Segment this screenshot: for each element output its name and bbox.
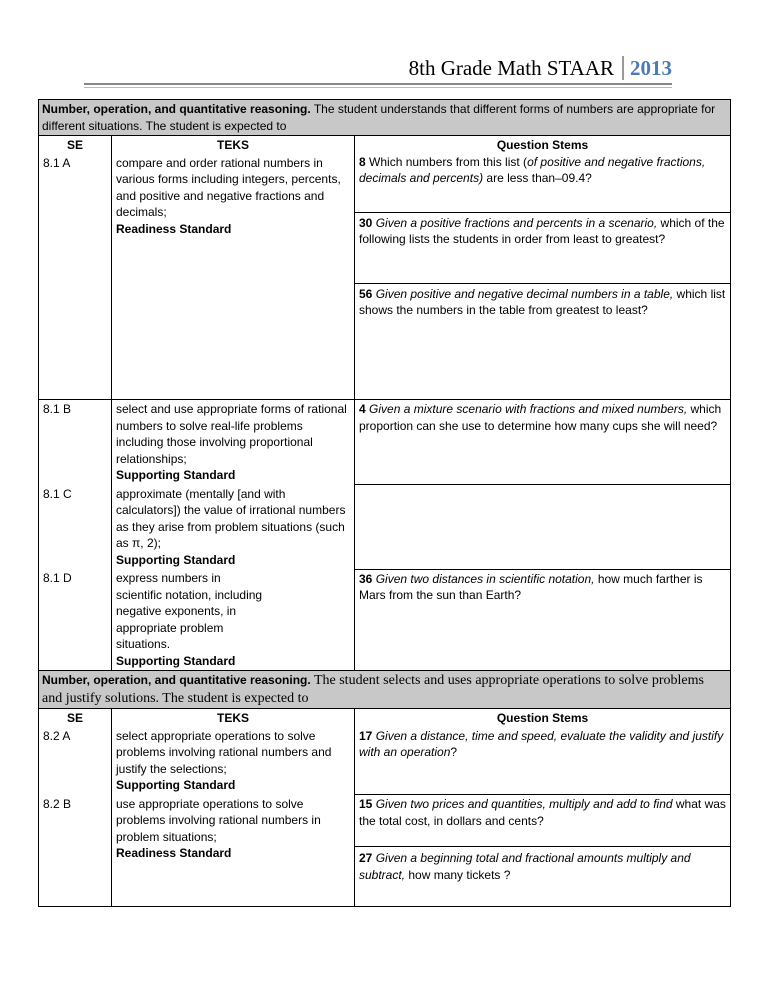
section-1-column-headers <box>39 136 731 154</box>
standard-label: Supporting Standard <box>116 778 236 792</box>
se-code: 8.2 A <box>39 727 112 795</box>
section-1-heading-row <box>39 100 731 136</box>
table-row <box>39 400 731 485</box>
col-header-se: SE <box>39 136 112 154</box>
teks-cell <box>112 400 355 485</box>
col-header-teks: TEKS <box>112 709 355 727</box>
teks-text: express numbers in scientific notation, including negative exponents, in appropriate problem situations. <box>116 571 263 651</box>
se-code: 8.2 B <box>39 795 112 907</box>
standard-label: Supporting Standard <box>116 468 236 482</box>
stems-cell <box>355 400 731 485</box>
stems-cell <box>355 154 731 400</box>
question-stem: 56 Given positive and negative decimal numbers in a table, which list shows the numbers in the table from greatest to least? <box>355 283 730 319</box>
se-code: 8.1 A <box>39 154 112 400</box>
question-stem: 27 Given a beginning total and fractional amounts multiply and subtract, how many tickets ? <box>355 846 730 883</box>
header-divider <box>84 83 672 85</box>
question-stem: 15 Given two prices and quantities, multiply and add to find what was the total cost, in dollars and cents? <box>359 797 726 828</box>
teks-cell <box>112 485 355 570</box>
table-row <box>39 727 731 795</box>
col-header-teks: TEKS <box>112 136 355 154</box>
se-code: 8.1 C <box>39 485 112 570</box>
question-stem: 17 Given a distance, time and speed, evaluate the validity and justify with an operation? <box>359 728 724 759</box>
question-stem: 30 Given a positive fractions and percents in a scenario, which of the following lists the students in order from least to greatest? <box>355 212 730 283</box>
question-stem: 36 Given two distances in scientific notation, how much farther is Mars from the sun than Earth? <box>359 571 703 602</box>
question-stem: 4 Given a mixture scenario with fractions and mixed numbers, which proportion can she use to determine how many cups she will need? <box>359 402 722 433</box>
teks-text: select appropriate operations to solve problems involving rational numbers and justify the selections; <box>116 728 332 776</box>
table-row <box>39 485 731 570</box>
title-year: 2013 <box>622 56 672 80</box>
section-1-heading: Number, operation, and quantitative reasoning. The student understands that different forms of numbers are appropriate for different situations. The student is expected to <box>39 100 731 136</box>
teks-text: select and use appropriate forms of rational numbers to solve real-life problems including those involving proportional relationships; <box>116 402 347 466</box>
stems-cell <box>355 569 731 671</box>
teks-cell <box>112 727 355 795</box>
col-header-stems: Question Stems <box>355 709 731 727</box>
section-2-heading: Number, operation, and quantitative reasoning. The student selects and uses appropriate operations to solve problems and justify solutions. The student is expected to <box>39 671 731 709</box>
page-header <box>0 48 768 88</box>
section-2-column-headers <box>39 709 731 727</box>
standard-label: Supporting Standard <box>116 653 236 668</box>
stems-cell <box>355 727 731 795</box>
table-row <box>39 569 731 671</box>
table-row <box>39 795 731 907</box>
col-header-stems: Question Stems <box>355 136 731 154</box>
standard-label: Supporting Standard <box>116 552 236 567</box>
teks-cell <box>112 795 355 907</box>
stems-cell <box>355 795 731 907</box>
teks-text: compare and order rational numbers in various forms including integers, percents, and positive and negative fractions and decimals; <box>116 155 341 219</box>
teks-cell <box>112 569 355 671</box>
se-code: 8.1 D <box>39 569 112 671</box>
table-row <box>39 154 731 400</box>
teks-text: approximate (mentally [and with calculators]) the value of irrational numbers as they arise from problem situations (such as π, 2); <box>116 486 346 550</box>
se-code: 8.1 B <box>39 400 112 485</box>
standard-label: Readiness Standard <box>116 846 232 860</box>
col-header-se: SE <box>39 709 112 727</box>
header-divider-thin <box>84 87 672 88</box>
teks-cell <box>112 154 355 400</box>
section-2-heading-row <box>39 671 731 709</box>
stems-cell-empty <box>355 485 731 570</box>
teks-text: use appropriate operations to solve problems involving rational numbers in problem situations; <box>116 796 321 844</box>
question-stem: 8 Which numbers from this list (of positive and negative fractions, decimals and percents) are less than–09.4? <box>359 154 706 185</box>
page-title <box>409 56 672 81</box>
standards-table <box>38 99 731 907</box>
title-text: 8th Grade Math STAAR <box>408 56 614 80</box>
standard-label: Readiness Standard <box>116 221 232 236</box>
